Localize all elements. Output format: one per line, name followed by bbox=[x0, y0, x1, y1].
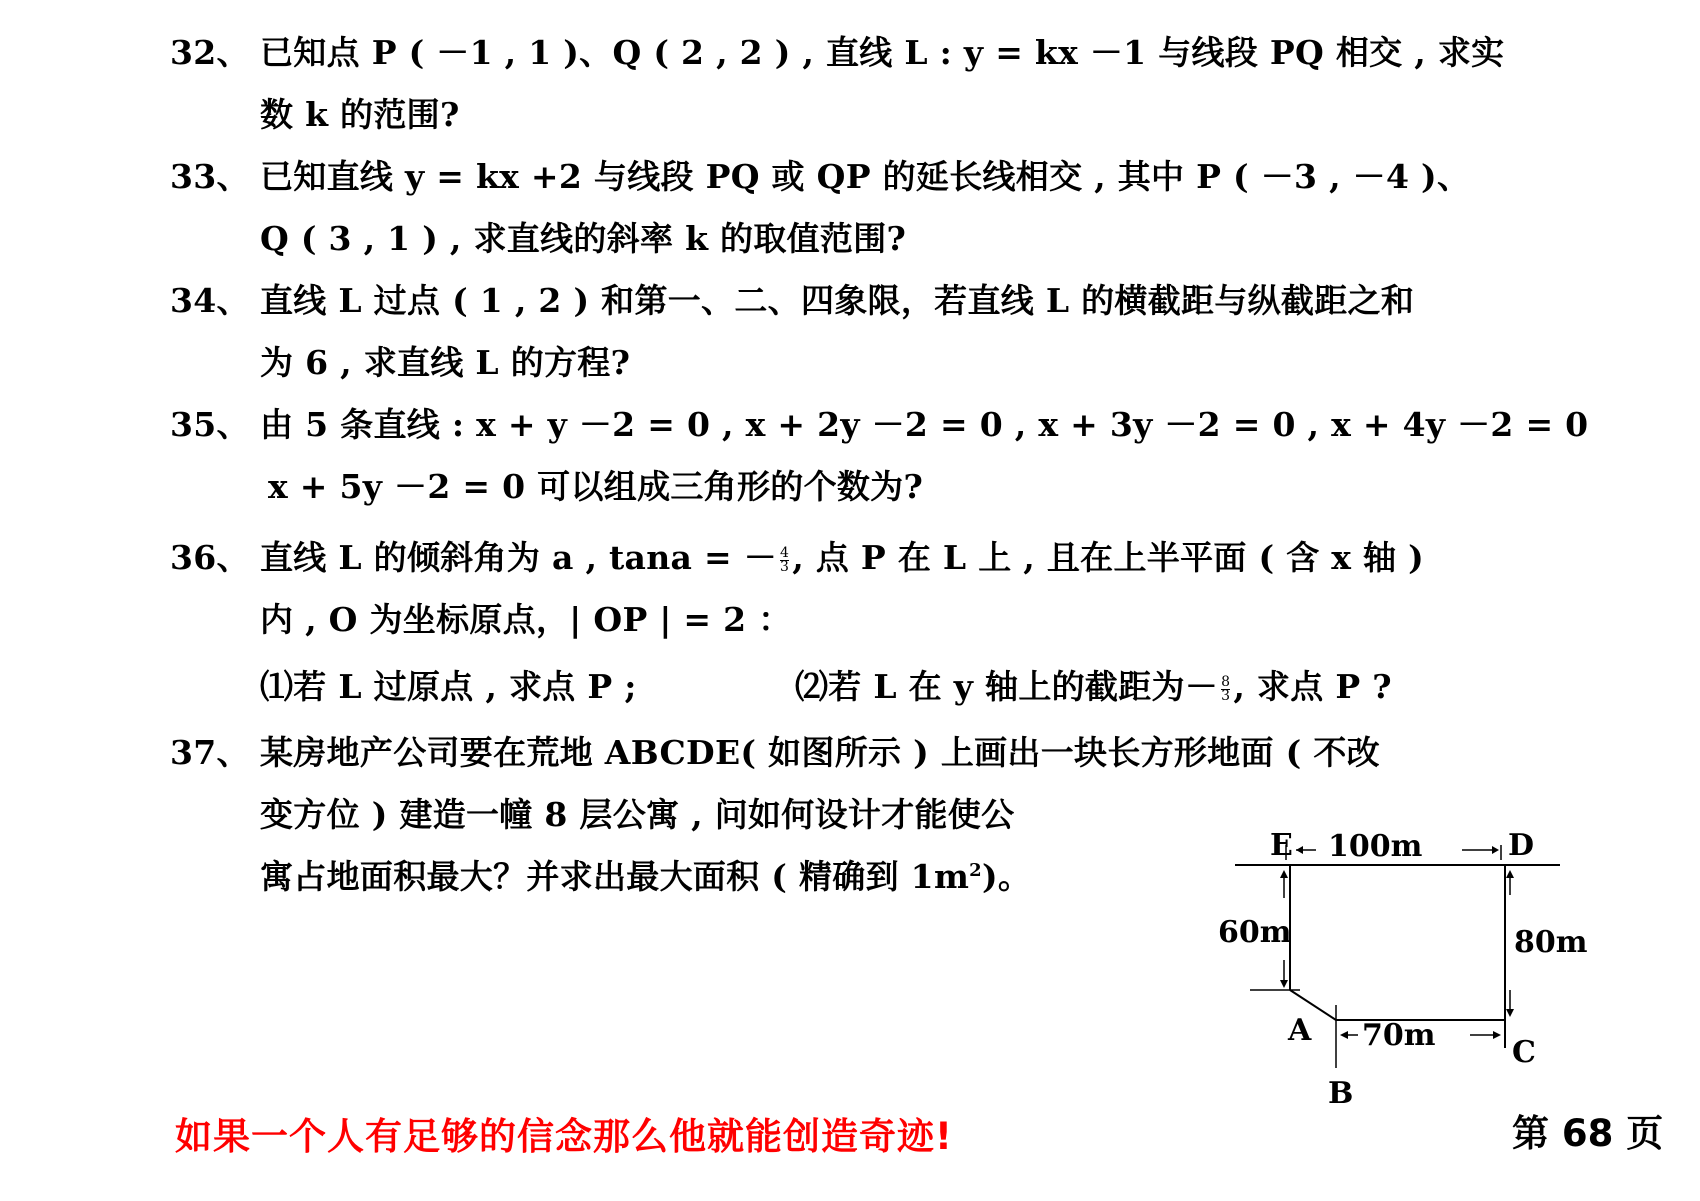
problem-36-line-1-post: , 点 P 在 L 上 , 且在上半平面 ( 含 x 轴 ) bbox=[792, 538, 1425, 577]
problem-33-line-1: 已知直线 y = kx +2 与线段 PQ 或 QP 的延长线相交 , 其中 P ( －3 , －4 )、 bbox=[260, 157, 1471, 196]
label-A: A bbox=[1288, 1013, 1312, 1048]
page-number: 第 68 页 bbox=[1512, 1112, 1664, 1155]
problem-33-line-2: Q ( 3 , 1 ) , 求直线的斜率 k 的取值范围? bbox=[260, 219, 907, 258]
arrowhead bbox=[1340, 1031, 1348, 1039]
problem-36-sub-1: ⑴若 L 过原点 , 求点 P ; bbox=[260, 667, 637, 706]
fraction-numerator: 4 bbox=[780, 544, 790, 561]
dimension-ED: 100m bbox=[1328, 829, 1423, 864]
problem-37-line-3-post: )。 bbox=[982, 857, 1032, 896]
arrowhead bbox=[1506, 870, 1514, 878]
motto-text: 如果一个人有足够的信念那么他就能创造奇迹! bbox=[175, 1115, 953, 1158]
problem-36-line-1-pre: 直线 L 的倾斜角为 a , tana = － bbox=[260, 538, 778, 577]
problem-32-number: 32、 bbox=[170, 33, 250, 72]
fraction-numerator: 8 bbox=[1221, 673, 1231, 690]
dimension-DC: 80m bbox=[1514, 925, 1588, 960]
problem-36-line-1 bbox=[260, 538, 1424, 578]
problem-36-line-2: 内 , O 为坐标原点，| OP | = 2 ： bbox=[260, 600, 792, 639]
fraction-8-over-3 bbox=[1221, 673, 1231, 704]
problem-37-line-1: 某房地产公司要在荒地 ABCDE( 如图所示 ) 上画出一块长方形地面 ( 不改 bbox=[260, 733, 1380, 772]
dimension-EA: 60m bbox=[1218, 915, 1292, 950]
problem-36-sub-2 bbox=[795, 667, 1392, 707]
problem-32-line-1: 已知点 P ( －1 , 1 )、Q ( 2 , 2 ) , 直线 L : y = kx －1 与线段 PQ 相交 , 求实 bbox=[260, 33, 1505, 72]
problem-36-sub-2-pre: ⑵若 L 在 y 轴上的截距为－ bbox=[795, 667, 1219, 706]
label-E: E bbox=[1270, 828, 1293, 863]
problem-36-number: 36、 bbox=[170, 538, 250, 577]
superscript-2: 2 bbox=[969, 860, 982, 881]
problem-34-line-2: 为 6 , 求直线 L 的方程? bbox=[260, 343, 631, 382]
arrowhead bbox=[1296, 846, 1303, 854]
fraction-denominator: 3 bbox=[780, 558, 790, 575]
label-C: C bbox=[1512, 1035, 1536, 1070]
arrowhead bbox=[1493, 1031, 1501, 1039]
arrowhead bbox=[1280, 870, 1288, 878]
dimension-BC: 70m bbox=[1362, 1018, 1436, 1053]
problem-37-line-3-pre: 寓占地面积最大？并求出最大面积 ( 精确到 1m bbox=[260, 857, 970, 896]
arrowhead bbox=[1506, 1009, 1514, 1017]
problem-37-line-3 bbox=[260, 857, 1031, 897]
problem-32-line-2: 数 k 的范围? bbox=[260, 95, 460, 134]
arrowhead bbox=[1280, 980, 1288, 988]
fraction-4-over-3 bbox=[780, 544, 790, 575]
fraction-denominator: 3 bbox=[1221, 687, 1231, 704]
problem-36-sub-2-post: , 求点 P ? bbox=[1233, 667, 1392, 706]
problem-35-line-2: x + 5y －2 = 0 可以组成三角形的个数为? bbox=[268, 467, 924, 506]
problem-37-line-2: 变方位 ) 建造一幢 8 层公寓 , 问如何设计才能使公 bbox=[260, 795, 1015, 834]
problem-35-line-1: 由 5 条直线 : x + y －2 = 0 , x + 2y －2 = 0 , x + 3y －2 = 0 , x + 4y －2 = 0 bbox=[260, 405, 1589, 444]
problem-34-line-1: 直线 L 过点 ( 1 , 2 ) 和第一、二、四象限，若直线 L 的横截距与纵截距之和 bbox=[260, 281, 1415, 320]
label-D: D bbox=[1508, 828, 1535, 863]
problem-33-number: 33、 bbox=[170, 157, 250, 196]
arrowhead bbox=[1492, 846, 1499, 854]
problem-35-number: 35、 bbox=[170, 405, 250, 444]
problem-37-number: 37、 bbox=[170, 733, 250, 772]
label-B: B bbox=[1328, 1076, 1354, 1111]
land-diagram bbox=[1200, 800, 1600, 1120]
problem-34-number: 34、 bbox=[170, 281, 250, 320]
